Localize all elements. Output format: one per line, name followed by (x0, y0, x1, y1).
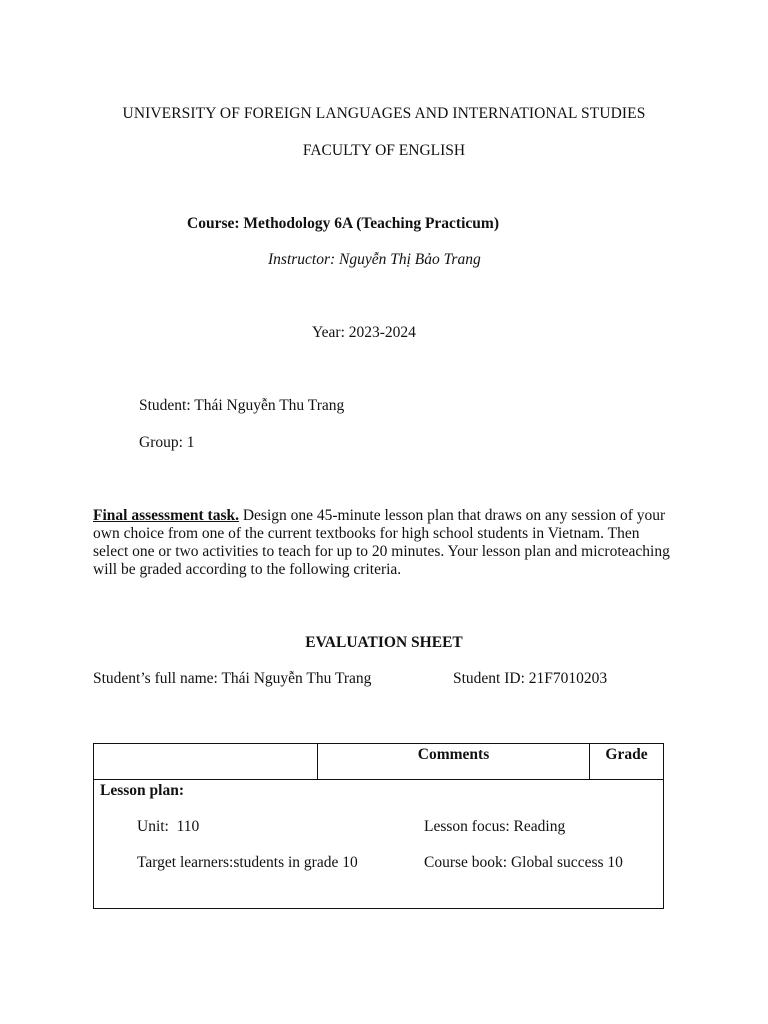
task-paragraph (93, 507, 673, 579)
lesson-focus-field: Lesson focus: Reading (424, 818, 566, 835)
group-number: Group: 1 (139, 434, 195, 451)
university-name: UNIVERSITY OF FOREIGN LANGUAGES AND INTERNATIONAL STUDIES (122, 105, 646, 122)
faculty-name: FACULTY OF ENGLISH (302, 142, 466, 159)
task-label: Final assessment task. (93, 507, 239, 524)
lesson-plan-label: Lesson plan: (100, 782, 184, 799)
student-full-name: Student’s full name: Thái Nguyễn Thu Trang (93, 670, 372, 687)
evaluation-title: EVALUATION SHEET (305, 634, 463, 651)
header-grade: Grade (605, 746, 648, 763)
evaluation-table (93, 743, 664, 909)
task-description: Design one 45-minute lesson plan that draws on any session of your own choice from one of the current textbooks for high school students in Vietnam. Then select one or two activities to teach for up to 20 minutes. Your lesson plan and microteaching will be graded according to the following criteria. (93, 507, 670, 578)
course-book-field: Course book: Global success 10 (424, 854, 623, 871)
course-title: Course: Methodology 6A (Teaching Practicum) (187, 215, 499, 232)
instructor-name: Instructor: Nguyễn Thị Bảo Trang (268, 251, 481, 268)
header-comments: Comments (417, 746, 490, 763)
student-name: Student: Thái Nguyễn Thu Trang (139, 397, 345, 414)
academic-year: Year: 2023-2024 (312, 324, 416, 341)
unit-field: Unit: 110 (137, 818, 200, 835)
target-learners-field: Target learners:students in grade 10 (137, 854, 358, 871)
table-header-row (94, 744, 663, 780)
student-id: Student ID: 21F7010203 (453, 670, 608, 687)
